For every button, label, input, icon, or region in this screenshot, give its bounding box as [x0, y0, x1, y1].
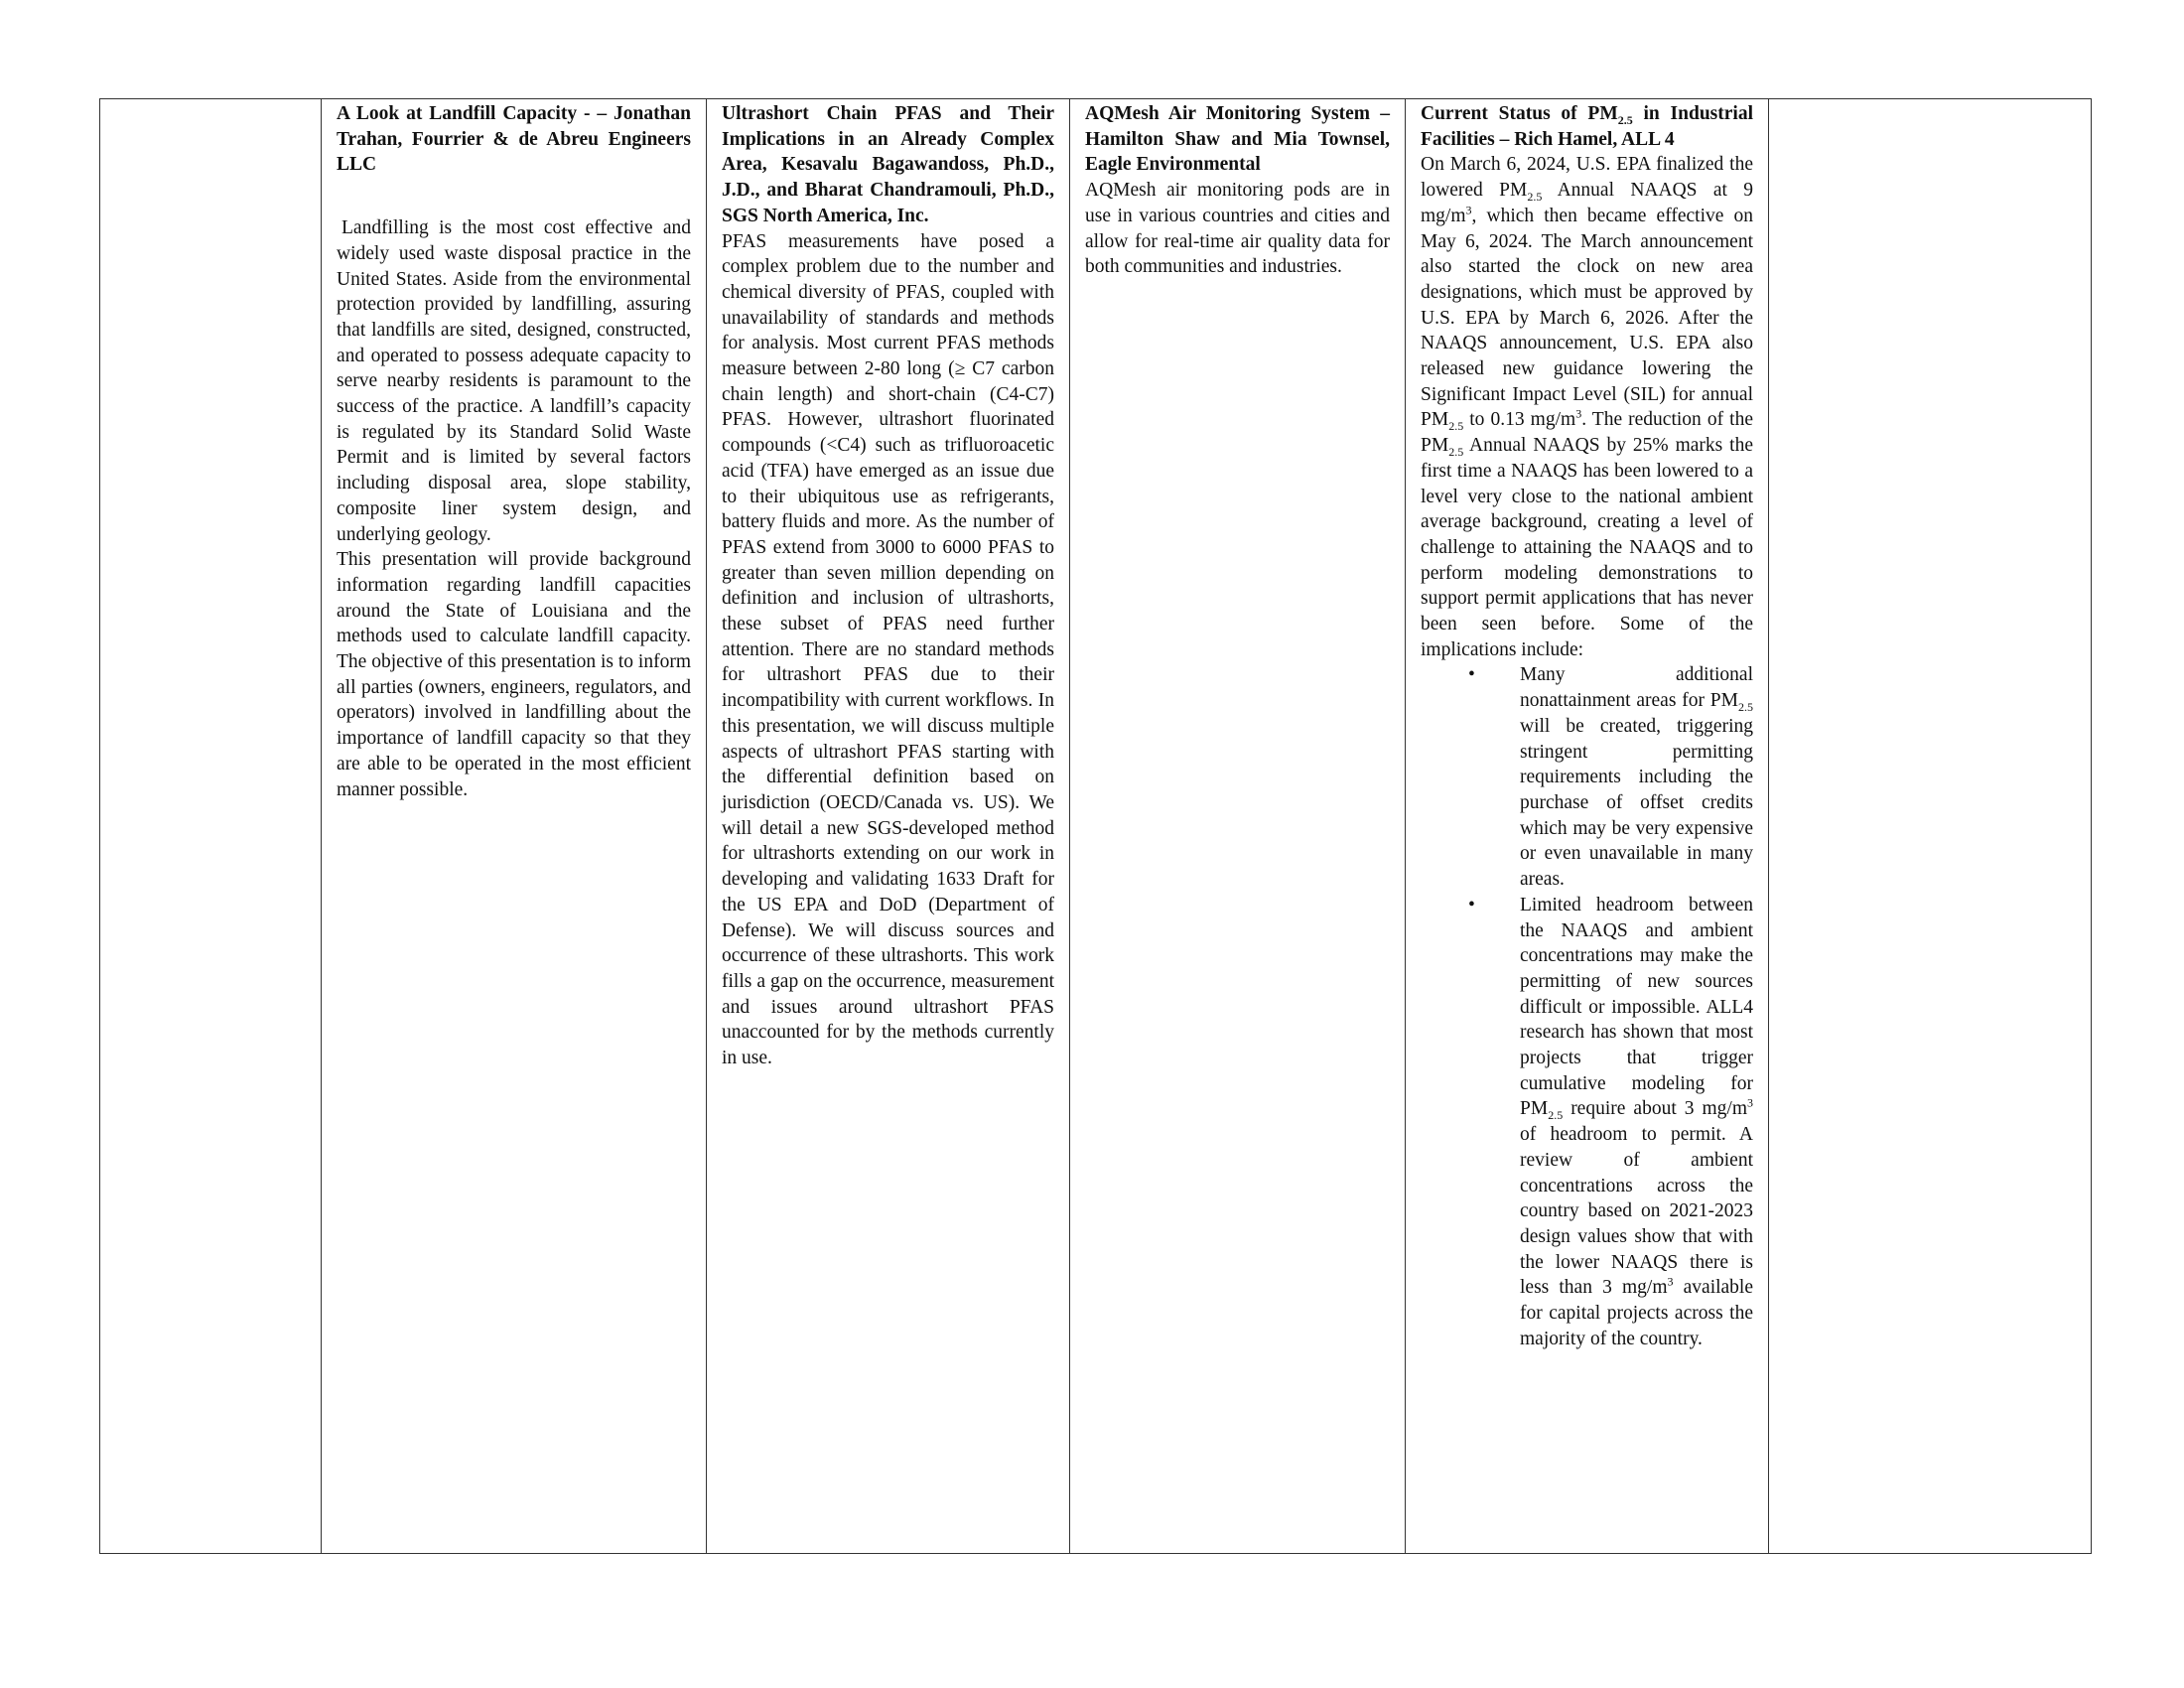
- spacer: [337, 178, 691, 215]
- abstract-title: Ultrashort Chain PFAS and Their Implications in an Already Complex Area, Kesavalu Bagawandoss, Ph.D., J.D., and Bharat Chandramouli, Ph.D., SGS North America, Inc.: [722, 103, 1054, 226]
- abstract-title: A Look at Landfill Capacity - – Jonathan Trahan, Fourrier & de Abreu Engineers LLC: [337, 103, 691, 176]
- list-item: • Many additional nonattainment areas for $PM_{2.5}$ will be created, triggering stringent permitting requirements including the purchase of offset credits which may be very expensive or even unavailable in many areas.: [1468, 664, 1753, 891]
- table-column-pm25: [1406, 99, 1769, 1553]
- abstract-paragraph: PFAS measurements have posed a complex problem due to the number and chemical diversity of PFAS, coupled with unavailability of standards and methods for analysis. Most current PFAS methods measure between 2-80 long (≥ C7 carbon chain length) and short-chain (C4-C7) PFAS. However, ultrashort fluorinated compounds (<C4) such as trifluoroacetic acid (TFA) have emerged as an issue due to their ubiquitous use as refrigerants, battery fluids and more. As the number of PFAS extend from 3000 to 6000 PFAS to greater than seven million depending on definition and inclusion of ultrashorts, these subset of PFAS need further attention. There are no standard methods for ultrashort PFAS due to their incompatibility with current workflows. In this presentation, we will discuss multiple aspects of ultrashort PFAS starting with the differential definition based on jurisdiction (OECD/Canada vs. US). We will detail a new SGS-developed method for ultrashorts extending on our work in developing and validating 1633 Draft for the US EPA and DoD (Department of Defense). We will discuss sources and occurrence of these ultrashorts. This work fills a gap on the occurrence, measurement and issues around ultrashort PFAS unaccounted for by the methods currently in use.: [722, 230, 1054, 1069]
- table-column-aqmesh: [1070, 99, 1406, 1553]
- table-column-empty-right: [1769, 99, 2091, 1553]
- abstract-paragraph: Landfilling is the most cost effective and widely used waste disposal practice in the United States. Aside from the environmental protection provided by landfilling, assuring that landfills are sited, designed, constructed, and operated to possess adequate capacity to serve nearby residents is paramount to the success of the practice. A landfill’s capacity is regulated by its Standard Solid Waste Permit and is limited by several factors including disposal area, slope stability, composite liner system design, and underlying geology.: [337, 217, 691, 545]
- abstract-table: [99, 98, 2092, 1554]
- abstract-title: Current Status of $PM_{2.5}$ in Industrial Facilities – Rich Hamel, ALL 4: [1421, 103, 1753, 150]
- list-item: • Limited headroom between the NAAQS and ambient concentrations may make the permitting of new sources difficult or impossible. ALL4 research has shown that most projects that trigger cumulative modeling for $PM_{2.5}$ require about 3 $mg/m^3$ of headroom to permit. A review of ambient concentrations across the country based on 2021-2023 design values show that with the lower NAAQS there is less than 3 $mg/m^3$ available for capital projects across the majority of the country.: [1468, 894, 1754, 1349]
- bullet-icon: •: [1468, 664, 1475, 686]
- abstract-title: AQMesh Air Monitoring System – Hamilton Shaw and Mia Townsel, Eagle Environmental: [1085, 103, 1390, 176]
- table-column-landfill: [322, 99, 707, 1553]
- implications-list: [1421, 662, 1753, 1351]
- abstract-paragraph: On March 6, 2024, U.S. EPA finalized the lowered $PM_{2.5}$ Annual NAAQS at 9 $mg/m^3$, which then became effective on May 6, 2024. The March announcement also started the clock on new area designations, which must be approved by U.S. EPA by March 6, 2026. After the NAAQS announcement, U.S. EPA also released new guidance lowering the Significant Impact Level (SIL) for annual $PM_{2.5}$ to 0.13 $mg/m^3$. The reduction of the $PM_{2.5}$ Annual NAAQS by 25% marks the first time a NAAQS has been lowered to a level very close to the national ambient average background, creating a level of challenge to attaining the NAAQS and to perform modeling demonstrations to support permit applications that has never been seen before. Some of the implications include:: [1421, 154, 1754, 660]
- bullet-icon: •: [1468, 894, 1475, 915]
- abstract-paragraph: This presentation will provide background information regarding landfill capacities around the State of Louisiana and the methods used to calculate landfill capacity. The objective of this presentation is to inform all parties (owners, engineers, regulators, and operators) involved in landfilling about the importance of landfill capacity so that they are able to be operated in the most efficient manner possible.: [337, 549, 691, 800]
- table-column-empty-left: [100, 99, 322, 1553]
- abstract-paragraph: AQMesh air monitoring pods are in use in various countries and cities and allow for real-time air quality data for both communities and industries.: [1085, 180, 1390, 278]
- table-column-pfas: [707, 99, 1070, 1553]
